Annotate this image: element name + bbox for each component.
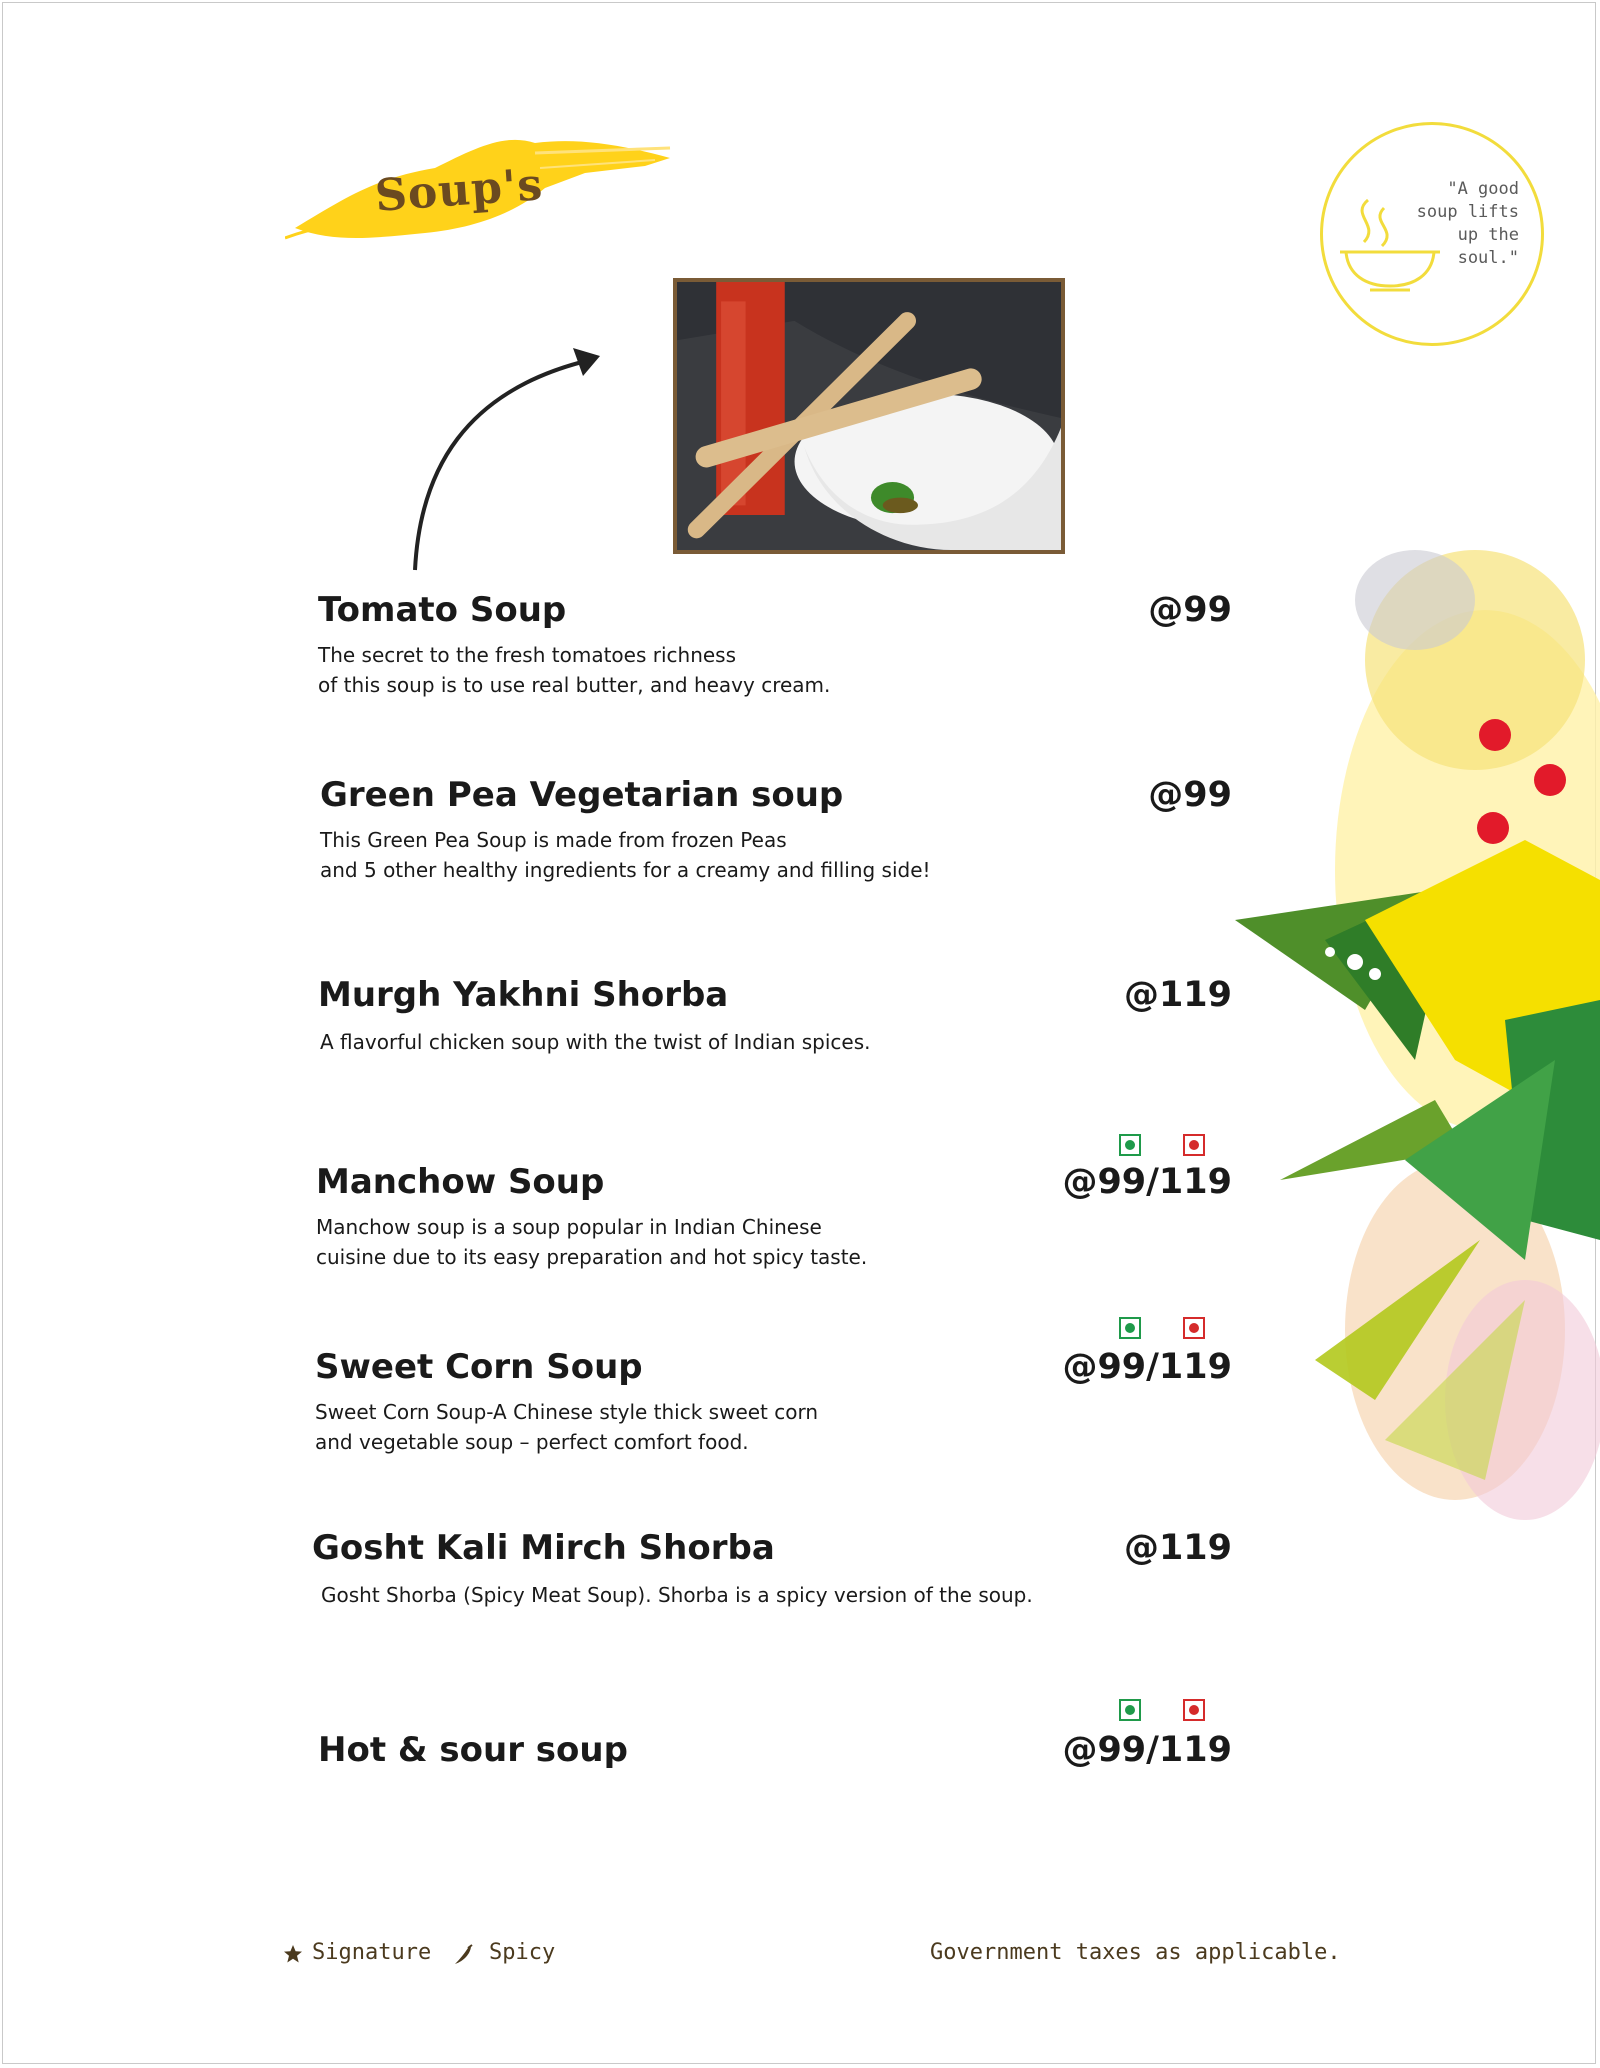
page-title: Soup's bbox=[373, 159, 545, 222]
menu-item-green-pea-soup bbox=[318, 775, 1232, 895]
item-price: @119 bbox=[1123, 975, 1232, 1015]
item-description: Gosht Shorba (Spicy Meat Soup). Shorba is a spicy version of the soup. bbox=[321, 1583, 1033, 1607]
veg-indicator-icon bbox=[1119, 1134, 1141, 1156]
item-price: @99/119 bbox=[1062, 1162, 1232, 1202]
item-price: @99/119 bbox=[1062, 1347, 1232, 1387]
soup-photo bbox=[673, 278, 1065, 554]
tax-note: Government taxes as applicable. bbox=[930, 1940, 1341, 1965]
spicy-chili-icon bbox=[452, 1944, 474, 1966]
non-veg-indicator-icon bbox=[1183, 1317, 1205, 1339]
arrow-to-photo-icon bbox=[395, 340, 625, 580]
item-name: Murgh Yakhni Shorba bbox=[318, 975, 729, 1015]
item-description: Manchow soup is a soup popular in Indian Chinese cuisine due to its easy preparation and hot spicy taste. bbox=[316, 1215, 868, 1269]
item-name: Green Pea Vegetarian soup bbox=[320, 775, 844, 815]
item-price: @99 bbox=[1148, 775, 1232, 815]
item-description: A flavorful chicken soup with the twist of Indian spices. bbox=[320, 1030, 871, 1054]
item-description: The secret to the fresh tomatoes richness of this soup is to use real butter, and heavy cream. bbox=[318, 643, 831, 697]
veg-indicator-icon bbox=[1119, 1699, 1141, 1721]
veg-indicator-icon bbox=[1119, 1317, 1141, 1339]
menu-item-manchow-soup bbox=[316, 1162, 1232, 1282]
quote-text: "A good soup lifts up the soul." bbox=[1416, 179, 1519, 268]
non-veg-indicator-icon bbox=[1183, 1699, 1205, 1721]
item-description: Sweet Corn Soup-A Chinese style thick sweet corn and vegetable soup – perfect comfort food. bbox=[315, 1400, 819, 1454]
legend-spicy: Spicy bbox=[489, 1940, 556, 1965]
item-price: @99/119 bbox=[1062, 1730, 1232, 1770]
item-name: Tomato Soup bbox=[318, 590, 567, 630]
item-price: @119 bbox=[1123, 1528, 1232, 1568]
menu-item-murgh-yakhni-shorba bbox=[318, 975, 1232, 1065]
menu-item-tomato-soup bbox=[318, 590, 1232, 710]
legend-signature: Signature bbox=[312, 1940, 432, 1965]
item-name: Sweet Corn Soup bbox=[315, 1347, 643, 1387]
decorative-leaf-splash bbox=[1225, 540, 1600, 1570]
signature-star-icon bbox=[283, 1944, 303, 1964]
menu-item-sweet-corn-soup bbox=[315, 1347, 1232, 1467]
item-description: This Green Pea Soup is made from frozen Peas and 5 other healthy ingredients for a creamy and filling side! bbox=[320, 828, 931, 882]
non-veg-indicator-icon bbox=[1183, 1134, 1205, 1156]
item-name: Manchow Soup bbox=[316, 1162, 605, 1202]
menu-item-hot-sour-soup bbox=[318, 1730, 1232, 1790]
item-name: Gosht Kali Mirch Shorba bbox=[312, 1528, 775, 1568]
menu-item-gosht-kali-mirch-shorba bbox=[312, 1528, 1232, 1618]
item-name: Hot & sour soup bbox=[318, 1730, 628, 1770]
item-price: @99 bbox=[1148, 590, 1232, 630]
